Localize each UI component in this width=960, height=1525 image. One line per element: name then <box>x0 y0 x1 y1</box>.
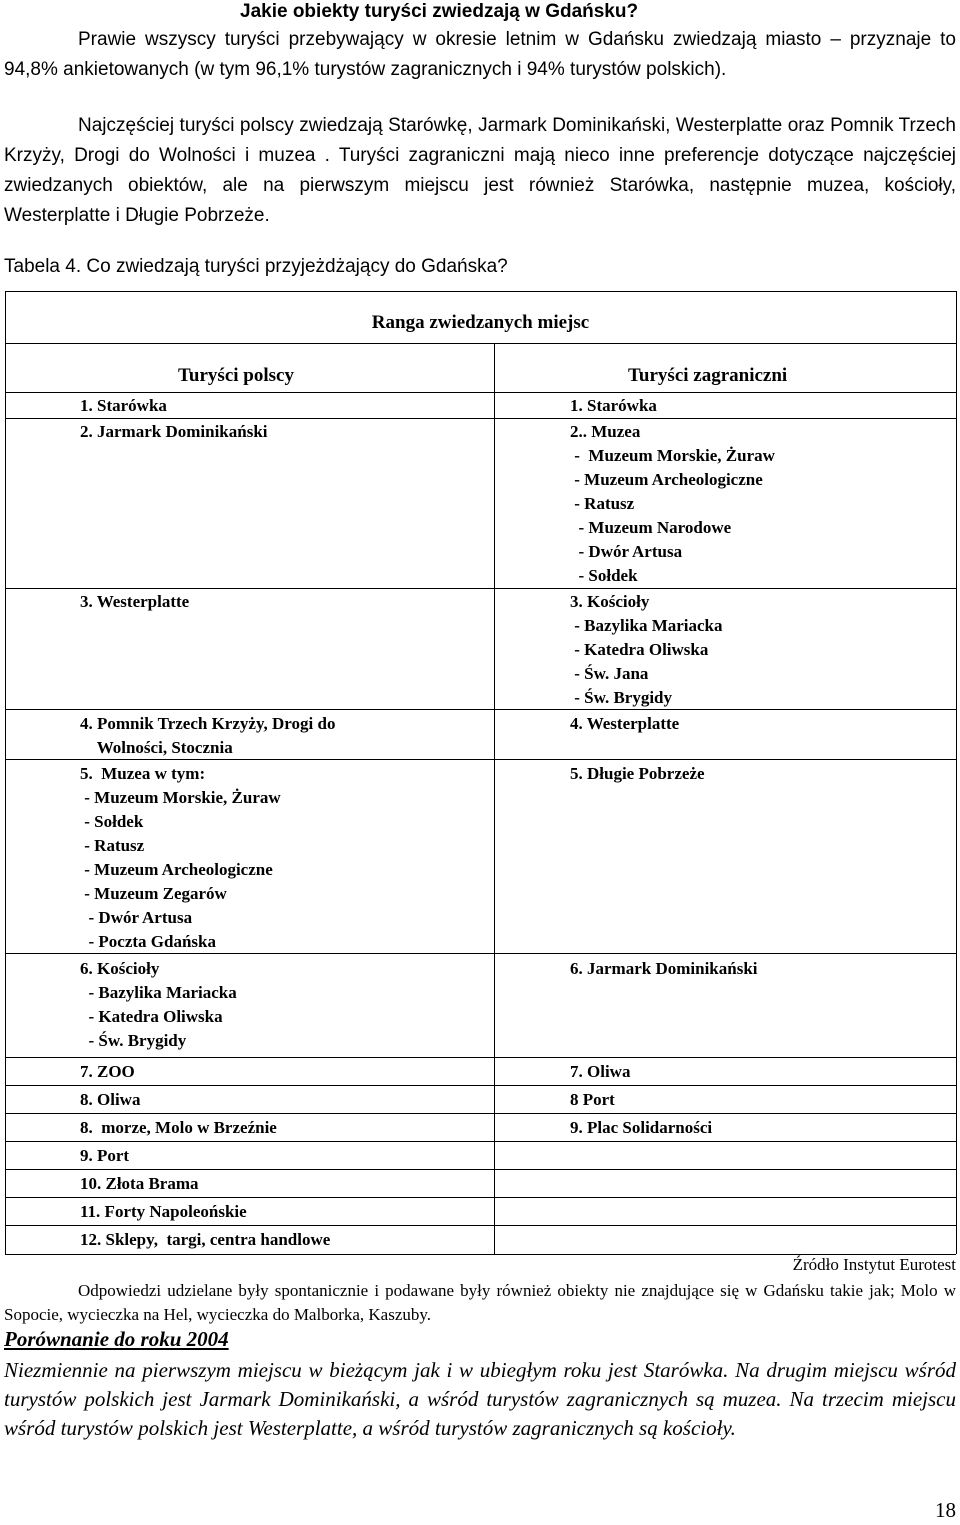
row-divider <box>5 588 956 589</box>
table-border-top <box>5 291 956 292</box>
intro-paragraph-2 <box>4 111 956 231</box>
table-title-divider <box>5 343 956 344</box>
note-paragraph <box>4 1279 956 1327</box>
table-cell-polish: 2. Jarmark Dominikański <box>80 422 268 441</box>
table-cell-foreign: 8 Port <box>570 1090 615 1109</box>
table-cell-foreign: 5. Długie Pobrzeże <box>570 764 705 783</box>
table-cell-polish: 4. Pomnik Trzech Krzyży, Drogi do Wolności, Stocznia <box>80 714 336 757</box>
table-border-left <box>5 291 6 1254</box>
header-foreign-tourists: Turyści zagraniczni <box>628 365 788 386</box>
table-cell-foreign: 6. Jarmark Dominikański <box>570 959 758 978</box>
table-cell-polish: 1. Starówka <box>80 396 167 415</box>
row-divider <box>5 418 956 419</box>
table-cell-polish: 10. Złota Brama <box>80 1174 199 1193</box>
table-column-divider <box>494 343 495 1254</box>
table-cell-polish: 12. Sklepy, targi, centra handlowe <box>80 1230 331 1249</box>
header-polish-tourists: Turyści polscy <box>178 365 294 386</box>
table-cell-foreign: 7. Oliwa <box>570 1062 631 1081</box>
table-caption: Tabela 4. Co zwiedzają turyści przyjeżdżający do Gdańska? <box>4 256 508 277</box>
comparison-text: Niezmiennie na pierwszym miejscu w bieżącym jak i w ubiegłym roku jest Starówka. Na drugim miejscu wśród turystów polskich jest Jarmark Dominikański, a wśród turystów zagranicznych są muzea. Na trzecim miejscu wśród turystów polskich jest Westerplatte, a wśród turystów zagranicznych są kościoły. <box>4 1358 956 1440</box>
table-cell-foreign: 9. Plac Solidarności <box>570 1118 713 1137</box>
table-cell-polish: 6. Kościoły - Bazylika Mariacka - Katedra Oliwska - Św. Brygidy <box>80 959 237 1050</box>
section-heading: Jakie obiekty turyści zwiedzają w Gdańsku? <box>240 1 639 22</box>
table-cell-foreign: 3. Kościoły - Bazylika Mariacka - Katedra Oliwska - Św. Jana - Św. Brygidy <box>570 592 723 707</box>
table-cell-polish: 3. Westerplatte <box>80 592 190 611</box>
intro-paragraph-1-text: Prawie wszyscy turyści przebywający w okresie letnim w Gdańsku zwiedzają miasto – przyznaje to 94,8% ankietowanych (w tym 96,1% turystów zagranicznych i 94% turystów polskich). <box>4 29 956 80</box>
ranking-table <box>5 291 956 1255</box>
note-text: Odpowiedzi udzielane były spontanicznie i podawane były również obiekty nie znajdujące się w Gdańsku takie jak; Molo w Sopocie, wycieczka na Hel, wycieczka do Malborka, Kaszuby. <box>4 1281 956 1324</box>
row-divider <box>5 1057 956 1058</box>
table-border-right <box>956 291 957 1254</box>
table-cell-polish: 8. morze, Molo w Brzeźnie <box>80 1118 277 1137</box>
intro-paragraph-2-text: Najczęściej turyści polscy zwiedzają Starówkę, Jarmark Dominikański, Westerplatte oraz Pomnik Trzech Krzyży, Drogi do Wolności i muzea . Turyści zagraniczni mają nieco inne preferencje dotyczące najczęściej zwiedzanych obiektów, ale na pierwszym miejscu jest również Starówka, następnie muzea, kościoły, Westerplatte i Długie Pobrzeże. <box>4 115 956 226</box>
table-cell-polish: 9. Port <box>80 1146 130 1165</box>
row-divider <box>5 1113 956 1114</box>
row-divider <box>5 1225 956 1226</box>
row-divider <box>5 1141 956 1142</box>
table-title: Ranga zwiedzanych miejsc <box>371 312 590 333</box>
row-divider <box>5 709 956 710</box>
row-divider <box>5 1085 956 1086</box>
table-cell-polish: 11. Forty Napoleońskie <box>80 1202 247 1221</box>
row-divider <box>5 1197 956 1198</box>
table-cell-foreign: 4. Westerplatte <box>570 714 680 733</box>
table-cell-polish: 8. Oliwa <box>80 1090 141 1109</box>
table-cell-foreign: 1. Starówka <box>570 396 657 415</box>
table-cell-foreign: 2.. Muzea - Muzeum Morskie, Żuraw - Muzeum Archeologiczne - Ratusz - Muzeum Narodowe - Dwór Artusa - Sołdek <box>570 422 775 585</box>
comparison-title: Porównanie do roku 2004 <box>4 1327 229 1351</box>
table-cell-polish: 5. Muzea w tym: - Muzeum Morskie, Żuraw - Sołdek - Ratusz - Muzeum Archeologiczne - Muzeum Zegarów - Dwór Artusa - Poczta Gdańska <box>80 764 281 951</box>
intro-paragraph-1 <box>4 25 956 85</box>
row-divider <box>5 1169 956 1170</box>
row-divider <box>5 392 956 393</box>
table-source: Źródło Instytut Eurotest <box>792 1255 956 1274</box>
table-cell-polish: 7. ZOO <box>80 1062 135 1081</box>
page-number: 18 <box>935 1498 956 1522</box>
